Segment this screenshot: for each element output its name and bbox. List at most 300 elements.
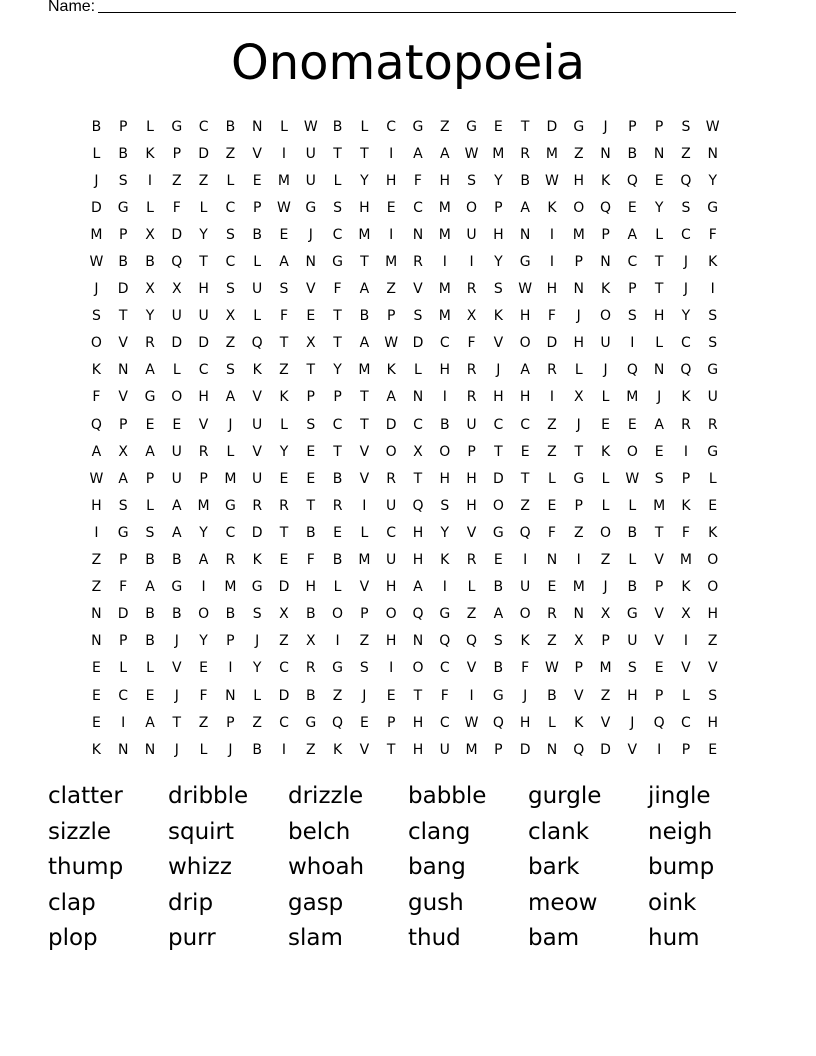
grid-letter[interactable]: Q: [466, 633, 478, 650]
grid-letter[interactable]: E: [601, 416, 610, 433]
grid-letter[interactable]: H: [493, 389, 504, 406]
grid-letter[interactable]: P: [252, 199, 262, 216]
grid-letter[interactable]: I: [389, 226, 394, 243]
grid-letter[interactable]: I: [442, 389, 447, 406]
grid-letter[interactable]: S: [413, 308, 423, 325]
grid-letter[interactable]: S: [118, 172, 128, 189]
grid-letter[interactable]: T: [199, 254, 208, 271]
grid-letter[interactable]: J: [94, 281, 99, 298]
grid-letter[interactable]: L: [280, 118, 288, 135]
grid-letter[interactable]: W: [545, 172, 559, 189]
grid-letter[interactable]: P: [601, 633, 610, 650]
grid-letter[interactable]: B: [493, 660, 504, 677]
grid-letter[interactable]: P: [654, 118, 664, 135]
grid-letter[interactable]: M: [224, 579, 237, 596]
grid-letter[interactable]: I: [657, 741, 662, 758]
grid-letter[interactable]: Y: [145, 308, 155, 325]
grid-letter[interactable]: T: [494, 443, 503, 460]
grid-letter[interactable]: I: [228, 660, 233, 677]
grid-letter[interactable]: V: [681, 660, 691, 677]
grid-letter[interactable]: I: [362, 497, 367, 514]
grid-letter[interactable]: V: [252, 145, 262, 162]
grid-letter[interactable]: C: [225, 199, 236, 216]
grid-letter[interactable]: X: [600, 606, 611, 623]
grid-letter[interactable]: U: [171, 308, 182, 325]
grid-letter[interactable]: U: [386, 497, 397, 514]
grid-letter[interactable]: Y: [494, 254, 503, 271]
grid-letter[interactable]: H: [466, 470, 477, 487]
grid-letter[interactable]: Z: [707, 633, 718, 650]
grid-letter[interactable]: L: [360, 524, 369, 541]
grid-letter[interactable]: Z: [279, 362, 289, 379]
grid-letter[interactable]: V: [654, 552, 664, 569]
grid-letter[interactable]: Q: [492, 714, 504, 731]
grid-letter[interactable]: E: [386, 687, 396, 704]
grid-letter[interactable]: I: [201, 579, 206, 596]
grid-letter[interactable]: I: [389, 660, 394, 677]
grid-letter[interactable]: S: [654, 470, 664, 487]
grid-letter[interactable]: P: [172, 145, 182, 162]
grid-letter[interactable]: J: [576, 308, 581, 325]
grid-letter[interactable]: I: [549, 226, 555, 243]
grid-letter[interactable]: C: [681, 226, 691, 243]
grid-letter[interactable]: E: [199, 660, 209, 677]
grid-letter[interactable]: V: [466, 524, 477, 541]
grid-letter[interactable]: C: [386, 118, 397, 135]
grid-letter[interactable]: H: [439, 470, 451, 487]
grid-letter[interactable]: O: [412, 660, 424, 677]
grid-letter[interactable]: H: [519, 389, 531, 406]
grid-letter[interactable]: C: [439, 660, 450, 677]
grid-letter[interactable]: R: [466, 552, 477, 569]
grid-letter[interactable]: J: [362, 687, 367, 704]
grid-letter[interactable]: G: [305, 199, 317, 216]
grid-letter[interactable]: O: [385, 606, 397, 623]
grid-letter[interactable]: C: [627, 254, 638, 271]
grid-letter[interactable]: N: [546, 741, 558, 758]
grid-letter[interactable]: A: [145, 443, 155, 460]
grid-letter[interactable]: P: [226, 714, 235, 731]
grid-letter[interactable]: O: [385, 443, 397, 460]
grid-letter[interactable]: P: [386, 308, 396, 325]
grid-letter[interactable]: C: [439, 714, 450, 731]
grid-letter[interactable]: Y: [252, 660, 262, 677]
grid-letter[interactable]: B: [332, 552, 343, 569]
grid-letter[interactable]: S: [627, 308, 637, 325]
grid-letter[interactable]: C: [225, 524, 236, 541]
grid-letter[interactable]: W: [384, 335, 399, 352]
grid-letter[interactable]: A: [439, 145, 450, 162]
grid-letter[interactable]: M: [224, 470, 237, 487]
grid-letter[interactable]: E: [279, 552, 289, 569]
grid-letter[interactable]: U: [252, 281, 263, 298]
grid-letter[interactable]: T: [520, 118, 530, 135]
grid-letter[interactable]: C: [118, 687, 129, 704]
name-line[interactable]: [98, 0, 736, 13]
grid-letter[interactable]: P: [494, 199, 503, 216]
grid-letter[interactable]: H: [627, 687, 638, 704]
grid-letter[interactable]: P: [199, 470, 208, 487]
grid-letter[interactable]: Z: [91, 579, 102, 596]
grid-letter[interactable]: J: [94, 172, 99, 189]
grid-letter[interactable]: N: [412, 389, 424, 406]
grid-letter[interactable]: D: [519, 741, 531, 758]
grid-letter[interactable]: V: [654, 606, 664, 623]
grid-letter[interactable]: M: [492, 145, 505, 162]
grid-letter[interactable]: X: [145, 226, 155, 243]
grid-letter[interactable]: Z: [600, 687, 611, 704]
grid-letter[interactable]: N: [546, 552, 558, 569]
grid-letter[interactable]: H: [385, 579, 397, 596]
grid-letter[interactable]: J: [603, 118, 608, 135]
grid-letter[interactable]: R: [520, 145, 531, 162]
grid-letter[interactable]: D: [492, 470, 504, 487]
grid-letter[interactable]: F: [279, 308, 288, 325]
grid-letter[interactable]: R: [466, 281, 477, 298]
grid-letter[interactable]: H: [412, 552, 424, 569]
grid-letter[interactable]: W: [518, 281, 533, 298]
grid-letter[interactable]: I: [683, 443, 688, 460]
grid-letter[interactable]: T: [654, 281, 664, 298]
grid-letter[interactable]: H: [573, 172, 584, 189]
grid-letter[interactable]: B: [493, 579, 504, 596]
grid-letter[interactable]: T: [574, 443, 584, 460]
grid-letter[interactable]: C: [520, 416, 531, 433]
grid-letter[interactable]: V: [252, 443, 262, 460]
grid-letter[interactable]: K: [386, 362, 396, 379]
grid-letter[interactable]: B: [305, 606, 316, 623]
grid-letter[interactable]: P: [681, 741, 691, 758]
grid-letter[interactable]: E: [91, 687, 101, 704]
grid-letter[interactable]: P: [574, 497, 583, 514]
grid-letter[interactable]: C: [198, 362, 209, 379]
grid-letter[interactable]: C: [332, 226, 343, 243]
grid-letter[interactable]: H: [359, 199, 370, 216]
grid-letter[interactable]: R: [707, 416, 718, 433]
grid-letter[interactable]: O: [573, 199, 585, 216]
grid-letter[interactable]: L: [253, 687, 262, 704]
grid-letter[interactable]: T: [413, 687, 423, 704]
grid-letter[interactable]: P: [118, 552, 128, 569]
grid-letter[interactable]: K: [279, 389, 289, 406]
grid-letter[interactable]: V: [573, 687, 584, 704]
grid-letter[interactable]: G: [492, 524, 504, 541]
grid-letter[interactable]: T: [306, 497, 316, 514]
grid-letter[interactable]: A: [145, 362, 155, 379]
grid-letter[interactable]: M: [358, 226, 371, 243]
grid-letter[interactable]: L: [548, 714, 556, 731]
grid-letter[interactable]: C: [279, 714, 289, 731]
grid-letter[interactable]: A: [493, 606, 504, 623]
grid-letter[interactable]: L: [601, 497, 610, 514]
grid-letter[interactable]: R: [145, 335, 155, 352]
grid-letter[interactable]: B: [547, 687, 557, 704]
grid-letter[interactable]: O: [600, 524, 612, 541]
grid-letter[interactable]: T: [654, 254, 664, 271]
grid-letter[interactable]: J: [174, 741, 179, 758]
grid-letter[interactable]: I: [469, 254, 474, 271]
grid-letter[interactable]: V: [252, 389, 262, 406]
grid-letter[interactable]: G: [707, 443, 719, 460]
grid-letter[interactable]: X: [413, 443, 423, 460]
grid-letter[interactable]: Z: [252, 714, 262, 731]
grid-letter[interactable]: P: [386, 714, 396, 731]
grid-letter[interactable]: T: [520, 470, 530, 487]
grid-letter[interactable]: C: [681, 714, 691, 731]
grid-letter[interactable]: V: [118, 335, 128, 352]
grid-letter[interactable]: A: [413, 579, 423, 596]
grid-letter[interactable]: P: [118, 416, 128, 433]
grid-letter[interactable]: G: [117, 524, 129, 541]
grid-letter[interactable]: M: [679, 552, 692, 569]
grid-letter[interactable]: Q: [573, 741, 585, 758]
grid-letter[interactable]: V: [359, 443, 370, 460]
grid-letter[interactable]: I: [442, 579, 447, 596]
grid-letter[interactable]: P: [654, 579, 664, 596]
grid-letter[interactable]: A: [520, 362, 530, 379]
grid-letter[interactable]: G: [519, 254, 531, 271]
grid-letter[interactable]: I: [281, 741, 287, 758]
grid-letter[interactable]: F: [199, 687, 208, 704]
grid-letter[interactable]: U: [600, 335, 611, 352]
grid-letter[interactable]: B: [145, 606, 155, 623]
grid-letter[interactable]: Z: [547, 443, 557, 460]
grid-letter[interactable]: B: [439, 416, 450, 433]
grid-letter[interactable]: P: [628, 281, 637, 298]
grid-letter[interactable]: K: [600, 443, 611, 460]
grid-letter[interactable]: H: [707, 714, 718, 731]
grid-letter[interactable]: G: [573, 470, 585, 487]
grid-letter[interactable]: L: [655, 226, 664, 243]
grid-letter[interactable]: D: [600, 741, 611, 758]
grid-letter[interactable]: G: [439, 606, 451, 623]
grid-letter[interactable]: I: [710, 281, 715, 298]
grid-letter[interactable]: J: [603, 579, 608, 596]
grid-letter[interactable]: W: [89, 254, 104, 271]
grid-letter[interactable]: F: [413, 172, 422, 189]
grid-letter[interactable]: D: [117, 606, 129, 623]
grid-letter[interactable]: Y: [440, 524, 450, 541]
grid-letter[interactable]: U: [305, 145, 316, 162]
grid-letter[interactable]: I: [630, 335, 635, 352]
grid-letter[interactable]: I: [442, 254, 447, 271]
grid-letter[interactable]: P: [681, 470, 691, 487]
grid-letter[interactable]: M: [438, 199, 451, 216]
grid-letter[interactable]: V: [359, 470, 370, 487]
grid-letter[interactable]: P: [494, 741, 503, 758]
grid-letter[interactable]: S: [91, 308, 101, 325]
grid-letter[interactable]: E: [359, 714, 369, 731]
grid-letter[interactable]: A: [654, 416, 664, 433]
grid-letter[interactable]: Z: [198, 172, 209, 189]
grid-letter[interactable]: U: [466, 226, 477, 243]
grid-letter[interactable]: H: [91, 497, 102, 514]
grid-letter[interactable]: K: [91, 362, 101, 379]
grid-letter[interactable]: Z: [573, 524, 584, 541]
grid-letter[interactable]: S: [118, 497, 128, 514]
grid-letter[interactable]: W: [303, 118, 318, 135]
grid-letter[interactable]: R: [466, 362, 477, 379]
grid-letter[interactable]: O: [198, 606, 210, 623]
grid-letter[interactable]: S: [279, 281, 289, 298]
grid-letter[interactable]: W: [464, 714, 479, 731]
grid-letter[interactable]: Q: [332, 714, 344, 731]
grid-letter[interactable]: E: [627, 199, 637, 216]
grid-letter[interactable]: B: [171, 552, 182, 569]
grid-letter[interactable]: X: [305, 335, 316, 352]
grid-letter[interactable]: R: [413, 254, 423, 271]
grid-letter[interactable]: P: [333, 389, 342, 406]
grid-letter[interactable]: L: [414, 362, 422, 379]
grid-letter[interactable]: Y: [199, 633, 208, 650]
grid-letter[interactable]: A: [172, 524, 182, 541]
grid-letter[interactable]: J: [683, 281, 688, 298]
grid-letter[interactable]: H: [466, 497, 477, 514]
grid-letter[interactable]: E: [145, 687, 155, 704]
grid-letter[interactable]: L: [628, 497, 637, 514]
grid-letter[interactable]: H: [519, 714, 531, 731]
grid-letter[interactable]: H: [493, 226, 504, 243]
grid-letter[interactable]: L: [226, 443, 235, 460]
grid-letter[interactable]: L: [655, 335, 664, 352]
grid-letter[interactable]: X: [466, 308, 477, 325]
grid-letter[interactable]: L: [548, 470, 556, 487]
grid-letter[interactable]: L: [199, 199, 208, 216]
grid-letter[interactable]: K: [547, 199, 557, 216]
grid-letter[interactable]: M: [626, 389, 639, 406]
grid-letter[interactable]: D: [198, 145, 209, 162]
grid-letter[interactable]: B: [627, 145, 638, 162]
grid-letter[interactable]: H: [385, 172, 397, 189]
grid-letter[interactable]: G: [573, 118, 585, 135]
grid-letter[interactable]: Z: [547, 416, 557, 433]
grid-letter[interactable]: E: [654, 660, 664, 677]
grid-letter[interactable]: F: [333, 281, 342, 298]
grid-letter[interactable]: A: [91, 443, 102, 460]
grid-letter[interactable]: D: [546, 335, 558, 352]
grid-letter[interactable]: E: [547, 579, 557, 596]
grid-letter[interactable]: Q: [519, 524, 531, 541]
grid-letter[interactable]: T: [333, 335, 342, 352]
grid-letter[interactable]: D: [278, 579, 290, 596]
grid-letter[interactable]: H: [707, 606, 718, 623]
grid-letter[interactable]: H: [439, 172, 451, 189]
grid-letter[interactable]: E: [708, 741, 718, 758]
grid-letter[interactable]: V: [600, 714, 611, 731]
grid-letter[interactable]: T: [360, 254, 369, 271]
grid-letter[interactable]: K: [708, 524, 718, 541]
grid-letter[interactable]: Y: [494, 172, 503, 189]
grid-letter[interactable]: K: [681, 579, 691, 596]
grid-letter[interactable]: G: [117, 199, 129, 216]
grid-letter[interactable]: S: [493, 281, 503, 298]
grid-letter[interactable]: X: [305, 633, 316, 650]
grid-letter[interactable]: D: [412, 335, 424, 352]
grid-letter[interactable]: X: [573, 633, 584, 650]
grid-letter[interactable]: R: [225, 552, 236, 569]
grid-letter[interactable]: V: [413, 281, 423, 298]
grid-letter[interactable]: K: [91, 741, 101, 758]
grid-letter[interactable]: V: [118, 389, 128, 406]
grid-letter[interactable]: E: [252, 172, 262, 189]
grid-letter[interactable]: K: [681, 389, 691, 406]
grid-letter[interactable]: L: [172, 362, 181, 379]
grid-letter[interactable]: T: [279, 335, 289, 352]
grid-letter[interactable]: H: [198, 281, 209, 298]
grid-letter[interactable]: K: [252, 362, 262, 379]
grid-letter[interactable]: Z: [171, 172, 182, 189]
grid-letter[interactable]: P: [628, 118, 637, 135]
grid-letter[interactable]: O: [492, 497, 504, 514]
grid-letter[interactable]: N: [144, 741, 156, 758]
grid-letter[interactable]: K: [681, 497, 691, 514]
grid-letter[interactable]: D: [91, 199, 102, 216]
grid-letter[interactable]: F: [681, 524, 690, 541]
grid-letter[interactable]: E: [654, 443, 664, 460]
grid-letter[interactable]: K: [600, 172, 611, 189]
grid-letter[interactable]: G: [332, 254, 343, 271]
grid-letter[interactable]: X: [573, 389, 584, 406]
grid-letter[interactable]: M: [572, 579, 585, 596]
grid-letter[interactable]: Z: [359, 633, 370, 650]
grid-letter[interactable]: E: [279, 470, 289, 487]
grid-letter[interactable]: S: [467, 172, 476, 189]
grid-letter[interactable]: L: [601, 470, 610, 487]
grid-letter[interactable]: L: [226, 172, 235, 189]
grid-letter[interactable]: G: [412, 118, 424, 135]
grid-letter[interactable]: E: [708, 497, 718, 514]
grid-letter[interactable]: S: [627, 660, 637, 677]
grid-letter[interactable]: E: [172, 416, 182, 433]
grid-letter[interactable]: J: [496, 362, 501, 379]
grid-letter[interactable]: R: [547, 606, 557, 623]
grid-letter[interactable]: D: [546, 118, 558, 135]
grid-letter[interactable]: I: [549, 389, 555, 406]
grid-letter[interactable]: B: [332, 118, 343, 135]
grid-letter[interactable]: S: [708, 335, 718, 352]
grid-letter[interactable]: P: [601, 226, 610, 243]
grid-letter[interactable]: P: [306, 389, 315, 406]
grid-letter[interactable]: Y: [199, 226, 208, 243]
grid-letter[interactable]: O: [519, 335, 531, 352]
grid-letter[interactable]: Z: [520, 497, 530, 514]
grid-letter[interactable]: K: [493, 308, 503, 325]
grid-letter[interactable]: B: [118, 254, 128, 271]
grid-letter[interactable]: Q: [680, 362, 692, 379]
grid-letter[interactable]: O: [626, 443, 638, 460]
grid-letter[interactable]: A: [198, 552, 209, 569]
grid-letter[interactable]: J: [523, 687, 528, 704]
grid-letter[interactable]: Z: [91, 552, 102, 569]
grid-letter[interactable]: N: [519, 226, 531, 243]
grid-letter[interactable]: G: [626, 606, 638, 623]
grid-letter[interactable]: E: [306, 443, 316, 460]
grid-letter[interactable]: O: [519, 606, 531, 623]
grid-letter[interactable]: R: [252, 497, 263, 514]
grid-letter[interactable]: N: [653, 362, 665, 379]
grid-letter[interactable]: G: [224, 497, 236, 514]
grid-letter[interactable]: O: [707, 552, 719, 569]
grid-letter[interactable]: I: [523, 552, 528, 569]
grid-letter[interactable]: C: [439, 335, 450, 352]
grid-letter[interactable]: L: [119, 660, 128, 677]
grid-letter[interactable]: P: [360, 606, 369, 623]
grid-letter[interactable]: H: [305, 579, 317, 596]
grid-letter[interactable]: L: [146, 199, 154, 216]
grid-letter[interactable]: D: [117, 281, 129, 298]
grid-letter[interactable]: G: [305, 714, 317, 731]
grid-letter[interactable]: E: [493, 118, 503, 135]
